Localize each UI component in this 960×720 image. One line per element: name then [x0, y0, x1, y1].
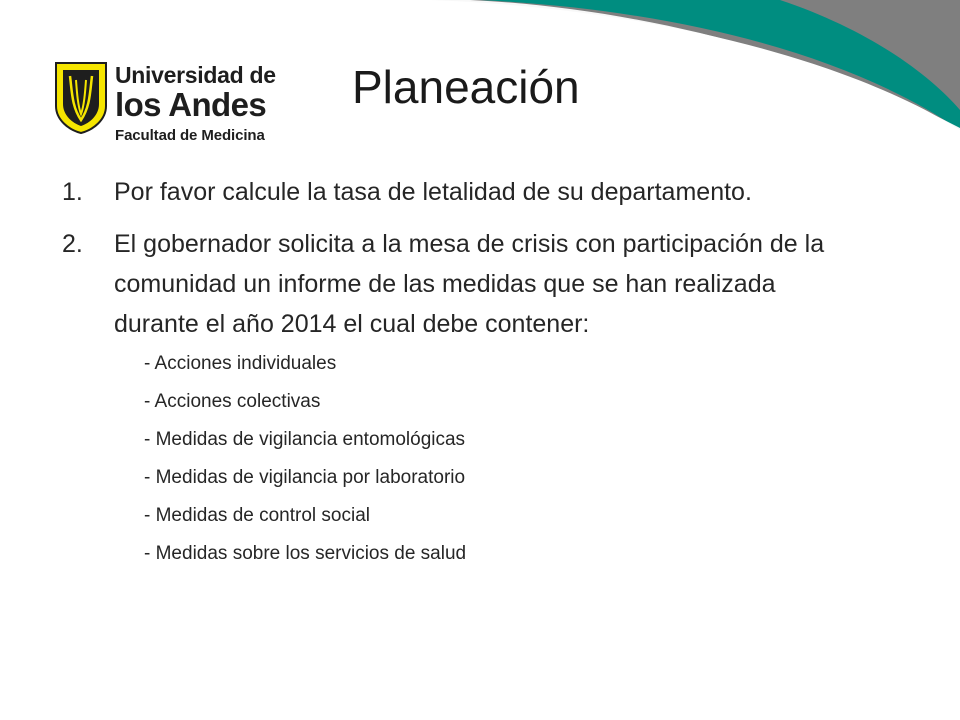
shield-icon [55, 62, 107, 134]
sublist-item: - Medidas sobre los servicios de salud [144, 543, 467, 564]
logo-line-3: Facultad de Medicina [115, 127, 265, 144]
list-item [62, 224, 862, 344]
list-item-number: 2. [62, 230, 83, 258]
slide-title: Planeación [352, 61, 580, 113]
university-logo [55, 62, 276, 152]
sublist-item: - Acciones colectivas [144, 391, 321, 412]
sublist-item: - Acciones individuales [144, 353, 337, 374]
list-item-number: 1. [62, 178, 83, 206]
logo-line-1: Universidad de [115, 62, 276, 88]
sublist-item: - Medidas de vigilancia entomológicas [144, 429, 466, 450]
sublist [62, 352, 862, 565]
slide-content [62, 172, 862, 580]
list-item [62, 172, 862, 212]
list-item-text: Por favor calcule la tasa de letalidad de su departamento. [114, 178, 752, 206]
logo-line-2: los Andes [115, 86, 267, 123]
sublist-item: - Medidas de vigilancia por laboratorio [144, 467, 466, 488]
sublist-item: - Medidas de control social [144, 505, 370, 526]
list-item-text: El gobernador solicita a la mesa de crisis con participación de la comunidad un informe de las medidas que se han realizada durante el año 2014 el cual debe contener: [114, 230, 825, 338]
